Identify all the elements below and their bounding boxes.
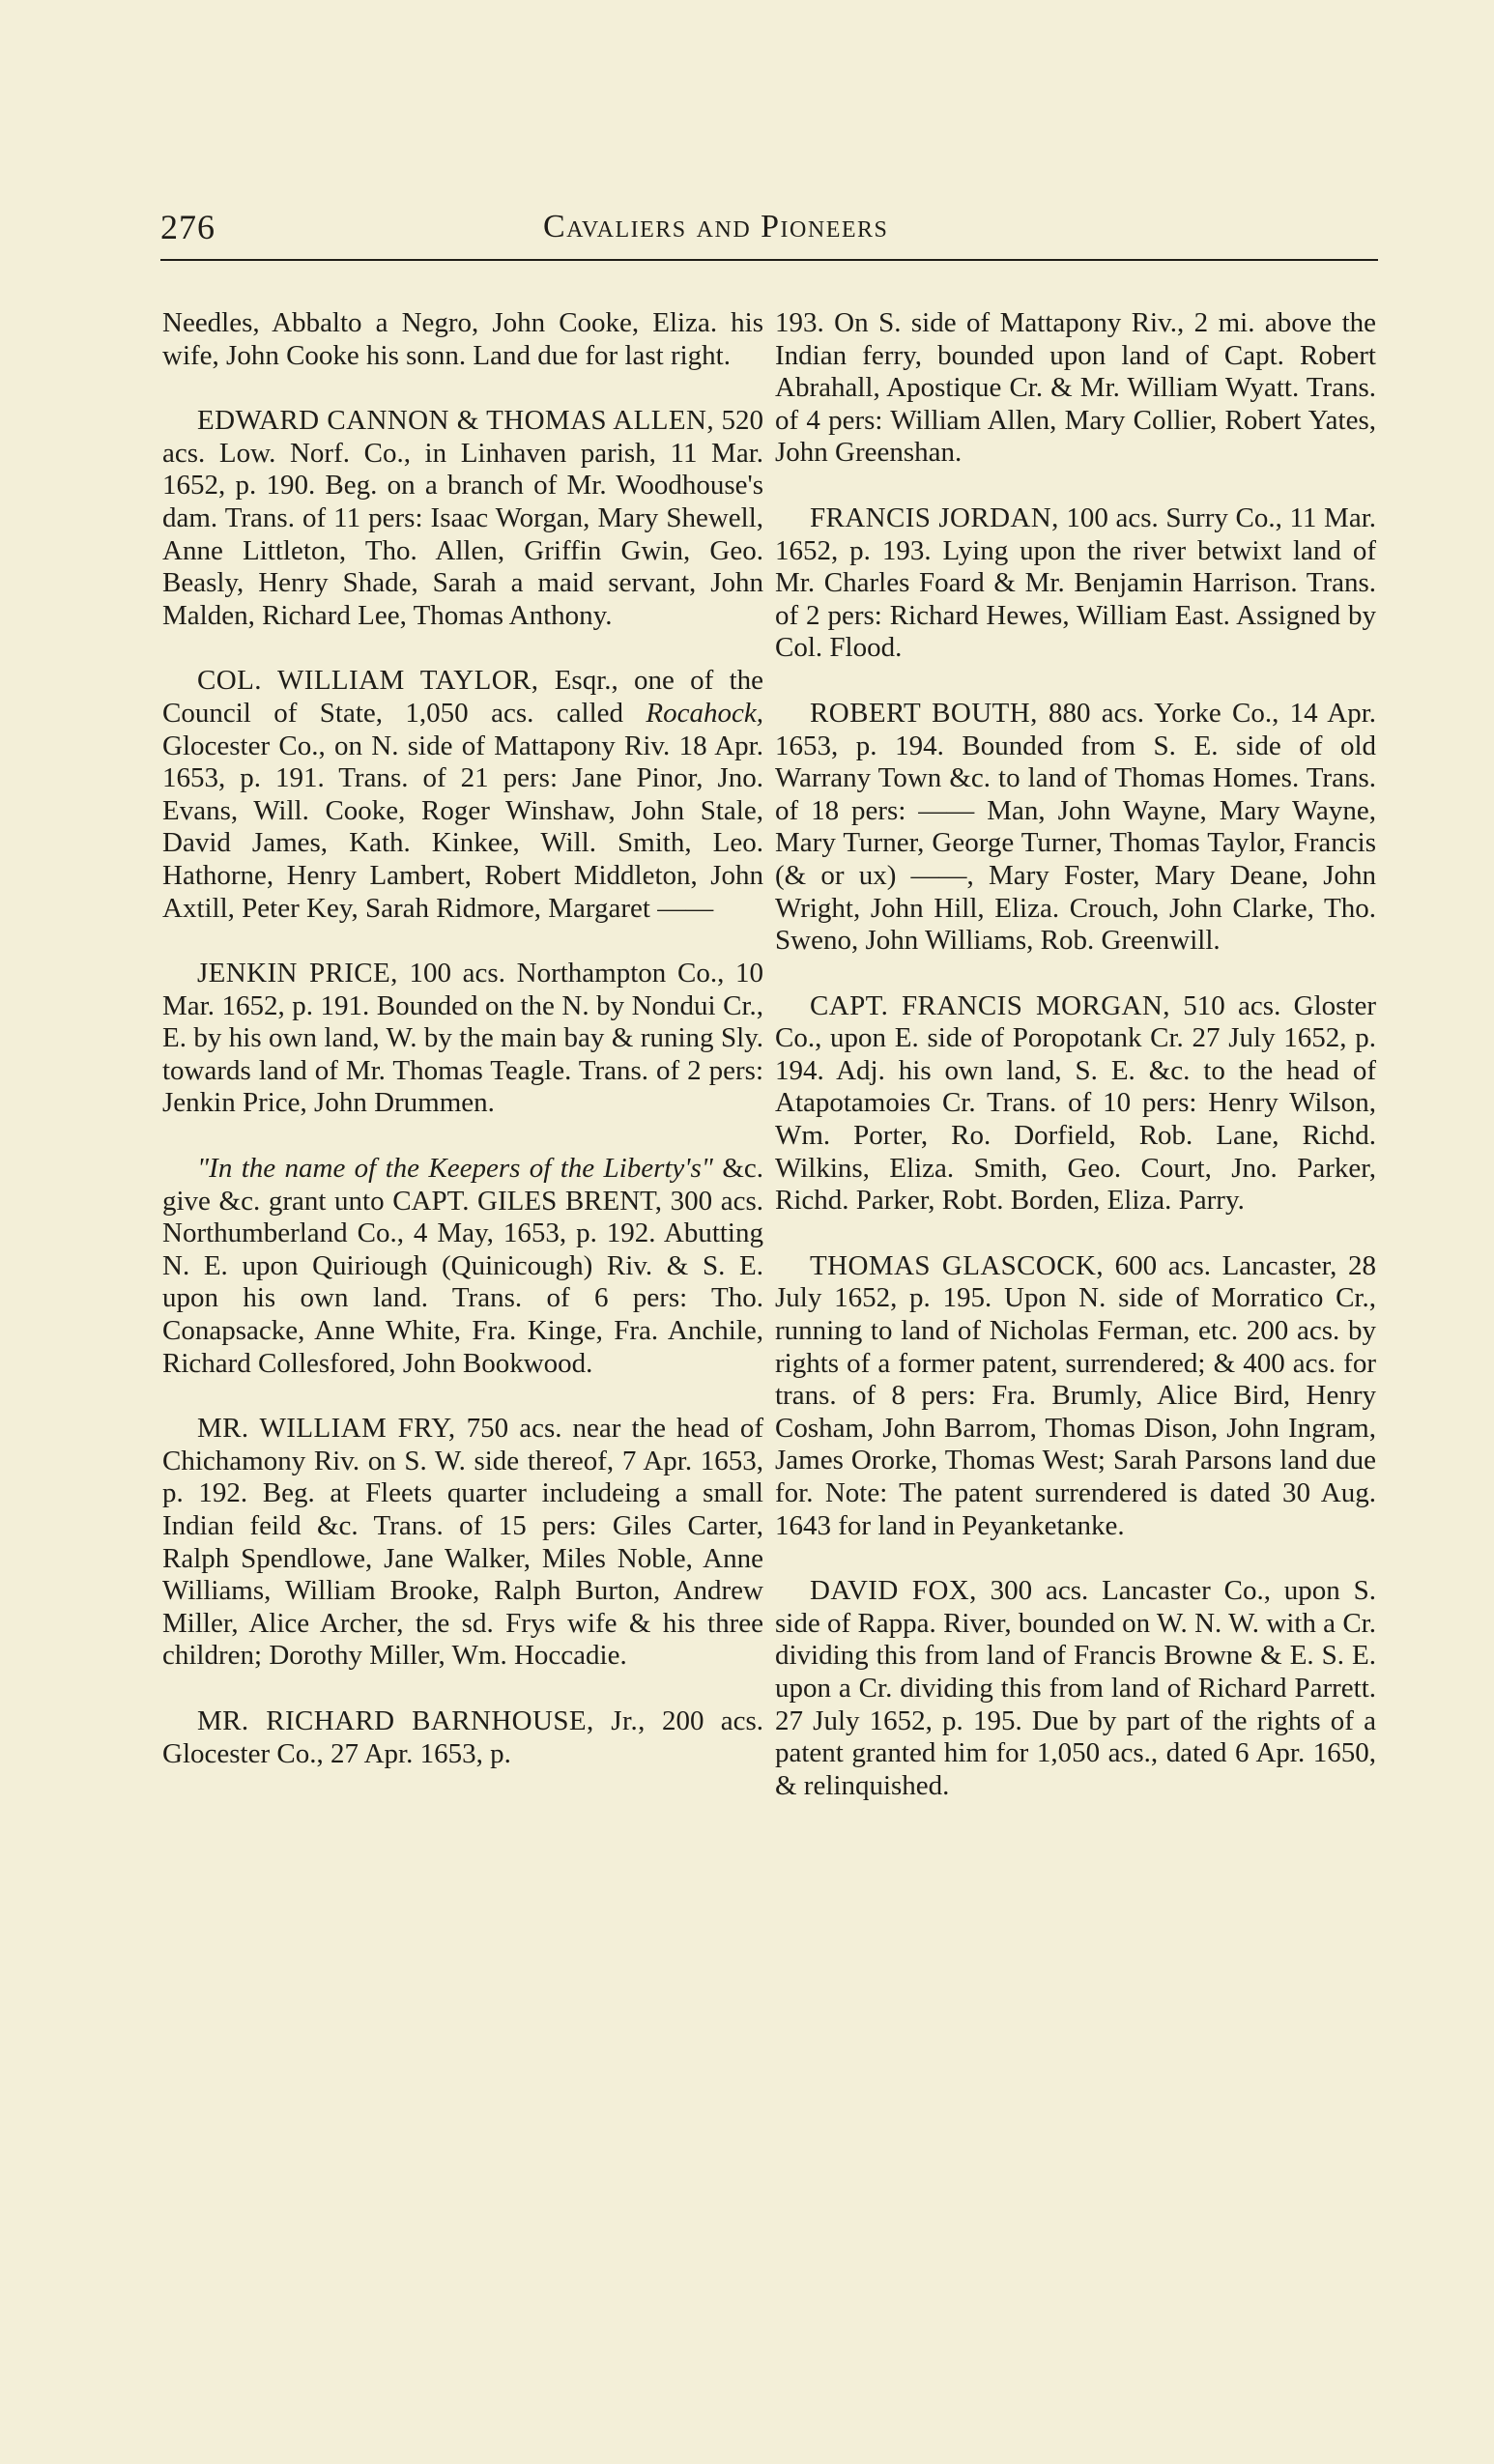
- entry-giles-brent: [162, 1153, 763, 1380]
- page-number: 276: [160, 208, 215, 246]
- entry-francis-morgan: [775, 990, 1376, 1218]
- entry-name: COL. WILLIAM TAYLOR,: [197, 665, 539, 697]
- entry-italic-text: "In the name of the Keepers of the Liberty's": [197, 1153, 713, 1185]
- entry-name: CAPT. FRANCIS MORGAN,: [810, 989, 1170, 1021]
- entry-name: MR. WILLIAM FRY,: [197, 1413, 456, 1445]
- entry-text: Needles, Abbalto a Negro, John Cooke, Eliza. his wife, John Cooke his sonn. Land due for last right.: [162, 307, 763, 371]
- entry-richard-barnhouse: [162, 1705, 763, 1770]
- right-column: [775, 307, 1376, 1835]
- entry-text: Glocester Co., on N. side of Mattapony Riv. 18 Apr. 1653, p. 191. Trans. of 21 pers: Jane Pinor, Jno. Evans, Will. Cooke, Roger Winshaw, John Stale, David James, Kath. Kinkee, Will. Smith, Leo. Hathorne, Henry Lambert, Robert Middleton, John Axtill, Peter Key, Sarah Ridmore, Margaret ——: [162, 730, 763, 924]
- entry-edward-cannon: [162, 405, 763, 632]
- entry-francis-jordan: [775, 502, 1376, 665]
- entry-continuation: [162, 307, 763, 372]
- running-title: Cavaliers and Pioneers: [543, 209, 889, 244]
- entry-text: 193. On S. side of Mattapony Riv., 2 mi. above the Indian ferry, bounded upon land of Capt. Robert Abrahall, Apostique Cr. & Mr. William Wyatt. Trans. of 4 pers: William Allen, Mary Collier, Robert Yates, John Greenshan.: [775, 307, 1376, 469]
- entry-name: DAVID FOX,: [810, 1575, 977, 1607]
- entry-text: 600 acs. Lancaster, 28 July 1652, p. 195. Upon N. side of Morratico Cr., running to land of Nicholas Ferman, etc. 200 acs. by rights of a former patent, surrendered; & 400 acs. for trans. of 8 pers: Fra. Brumly, Alice Bird, Henry Cosham, John Barrom, Thomas Dison, John Ingram, James Ororke, Thomas West; Sarah Parsons land due for. Note: The patent surrendered is dated 30 Aug. 1643 for land in Peyanketanke.: [775, 1249, 1376, 1541]
- left-column: [162, 307, 763, 1803]
- entry-text: 750 acs. near the head of Chichamony Riv. on S. W. side thereof, 7 Apr. 1653, p. 192. Beg. at Fleets quarter includeing a small Indian feild &c. Trans. of 15 pers: Giles Carter, Ralph Spendlowe, Jane Walker, Miles Noble, Anne Williams, William Brooke, Ralph Burton, Andrew Miller, Alice Archer, the sd. Frys wife & his three children; Dorothy Miller, Wm. Hoccadie.: [162, 1413, 763, 1672]
- entry-name: EDWARD CANNON & THOMAS ALLEN,: [197, 405, 714, 437]
- entry-name: THOMAS GLASCOCK,: [810, 1249, 1105, 1281]
- entry-continuation: [775, 307, 1376, 470]
- entry-name: FRANCIS JORDAN,: [810, 501, 1059, 533]
- entry-text: &c. give &c. grant unto CAPT. GILES BRENT, 300 acs. Northumberland Co., 4 May, 1653, p. 192. Abutting N. E. upon Quiriough (Quinicough) Riv. & S. E. upon his own land. Trans. of 6 pers: Tho. Conapsacke, Anne White, Fra. Kinge, Fra. Anchile, Richard Collesfored, John Bookwood.: [162, 1153, 763, 1379]
- entry-thomas-glascock: [775, 1250, 1376, 1542]
- entry-name: ROBERT BOUTH,: [810, 697, 1038, 729]
- entry-text: 100 acs. Northampton Co., 10 Mar. 1652, p. 191. Bounded on the N. by Nondui Cr., E. by his own land, W. by the main bay & runing Sly. towards land of Mr. Thomas Teagle. Trans. of 2 pers: Jenkin Price, John Drummen.: [162, 958, 764, 1119]
- entry-william-fry: [162, 1413, 763, 1673]
- entry-text: 200 acs. Glocester Co., 27 Apr. 1653, p.: [162, 1705, 764, 1769]
- entry-italic-text: Rocahock,: [646, 697, 763, 729]
- entry-text: Esqr., one of the Council of State, 1,050 acs. called: [162, 665, 763, 729]
- entry-text: 880 acs. Yorke Co., 14 Apr. 1653, p. 194. Bounded from S. E. side of old Warrany Town &c. to land of Thomas Homes. Trans. of 18 pers: —— Man, John Wayne, Mary Wayne, Mary Turner, George Turner, Thomas Taylor, Francis (& or ux) ——, Mary Foster, Mary Deane, John Wright, John Hill, Eliza. Crouch, John Clarke, Tho. Sweno, John Williams, Rob. Greenwill.: [775, 697, 1376, 957]
- entry-jenkin-price: [162, 958, 763, 1120]
- entry-text: 100 acs. Surry Co., 11 Mar. 1652, p. 193. Lying upon the river betwixt land of Mr. Charles Foard & Mr. Benjamin Harrison. Trans. of 2 pers: Richard Hewes, William East. Assigned by Col. Flood.: [775, 501, 1376, 664]
- entry-text: 520 acs. Low. Norf. Co., in Linhaven parish, 11 Mar. 1652, p. 190. Beg. on a branch of Mr. Woodhouse's dam. Trans. of 11 pers: Isaac Worgan, Mary Shewell, Anne Littleton, Tho. Allen, Griffin Gwin, Geo. Beasly, Henry Shade, Sarah a maid servant, John Malden, Richard Lee, Thomas Anthony.: [162, 405, 764, 631]
- entry-william-taylor: [162, 665, 763, 925]
- entry-name: MR. RICHARD BARNHOUSE, Jr.,: [197, 1705, 646, 1736]
- entry-name: JENKIN PRICE,: [197, 958, 398, 989]
- entry-text: 300 acs. Lancaster Co., upon S. side of Rappa. River, bounded on W. N. W. with a Cr. dividing this from land of Francis Browne & E. S. E. upon a Cr. dividing this from land of Richard Parrett. 27 July 1652, p. 195. Due by part of the rights of a patent granted him for 1,050 acs., dated 6 Apr. 1650, & relinquished.: [775, 1575, 1376, 1801]
- page-header: [160, 207, 1378, 261]
- entry-robert-bouth: [775, 698, 1376, 958]
- entry-david-fox: [775, 1575, 1376, 1802]
- entry-text: 510 acs. Gloster Co., upon E. side of Poropotank Cr. 27 July 1652, p. 194. Adj. his own land, S. E. &c. to the head of Atapotamoies Cr. Trans. of 10 pers: Henry Wilson, Wm. Porter, Ro. Dorfield, Rob. Lane, Richd. Wilkins, Eliza. Smith, Geo. Court, Jno. Parker, Richd. Parker, Robt. Borden, Eliza. Parry.: [775, 989, 1377, 1217]
